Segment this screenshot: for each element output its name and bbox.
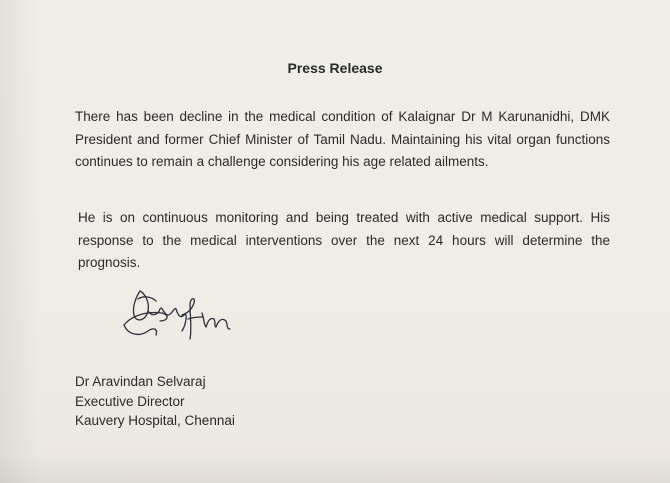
handwritten-signature [118, 285, 243, 350]
paragraph-condition: There has been decline in the medical condition of Kalaignar Dr M Karunanidhi, DMK President and former Chief Minister of Tamil Nadu. Maintaining his vital organ functions continues to remain a challenge considering his age related ailments. [75, 109, 610, 169]
page-shadow-bottom [0, 453, 670, 483]
page-title: Press Release [287, 60, 383, 76]
signatory-organization: Kauvery Hospital, Chennai [75, 413, 235, 428]
paragraph-treatment: He is on continuous monitoring and being treated with active medical support. His response to the medical interventions over the next 24 hours will determine the prognosis. [78, 210, 610, 270]
signatory-designation: Executive Director [75, 393, 185, 409]
signatory-name: Dr Aravindan Selvaraj [75, 374, 206, 389]
signatory-block [75, 372, 235, 431]
